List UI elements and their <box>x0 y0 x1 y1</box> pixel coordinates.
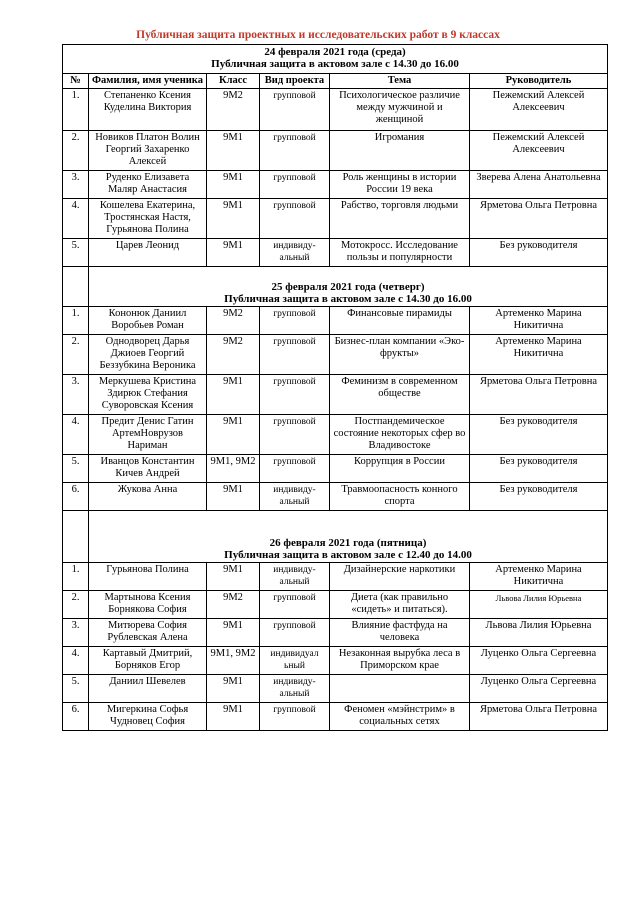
row-class: 9М1, 9М2 <box>207 647 260 675</box>
row-number: 4. <box>63 199 89 239</box>
row-topic: Феминизм в современном обществе <box>330 375 470 415</box>
row-students: Гурьянова Полина <box>89 563 207 591</box>
header-supervisor: Руководитель <box>470 74 608 89</box>
row-project-type: индивиду-альный <box>260 563 330 591</box>
row-topic <box>330 675 470 703</box>
table-row <box>63 199 608 239</box>
row-class: 9М2 <box>207 591 260 619</box>
day-date: 26 февраля 2021 года (пятница) <box>269 537 427 549</box>
row-students: Царев Леонид <box>89 239 207 267</box>
row-students: Митюрева София Рублевская Алена <box>89 619 207 647</box>
row-topic: Психологическое различие между мужчиной и женщиной <box>330 89 470 131</box>
table-row <box>63 703 608 731</box>
row-class: 9М2 <box>207 335 260 375</box>
row-students: Однодворец Дарья Джиоев Георгий Беззубкина Вероника <box>89 335 207 375</box>
row-number: 4. <box>63 415 89 455</box>
row-students: Руденко Елизавета Маляр Анастасия <box>89 171 207 199</box>
row-supervisor: Пежемский Алексей Алексеевич <box>470 131 608 171</box>
table-row <box>63 335 608 375</box>
row-students: Мартынова Ксения Борнякова София <box>89 591 207 619</box>
row-supervisor: Артеменко Марина Никитична <box>470 335 608 375</box>
row-project-type: групповой <box>260 131 330 171</box>
row-project-type: групповой <box>260 335 330 375</box>
day-session-info: Публичная защита в актовом зале с 12.40 до 14.00 <box>224 549 472 561</box>
row-project-type: групповой <box>260 199 330 239</box>
row-students: Предит Денис Гатин АртемНоврузов Нариман <box>89 415 207 455</box>
row-number: 2. <box>63 131 89 171</box>
table-row <box>63 415 608 455</box>
row-project-type: групповой <box>260 307 330 335</box>
row-number: 3. <box>63 375 89 415</box>
row-supervisor: Ярметова Ольга Петровна <box>470 703 608 731</box>
table-row <box>63 563 608 591</box>
row-supervisor: Без руководителя <box>470 239 608 267</box>
row-project-type: групповой <box>260 619 330 647</box>
table-row <box>63 483 608 511</box>
table-row <box>63 591 608 619</box>
row-class: 9М2 <box>207 307 260 335</box>
table-row <box>63 619 608 647</box>
row-topic: Коррупция в России <box>330 455 470 483</box>
row-project-type: групповой <box>260 591 330 619</box>
row-class: 9М1 <box>207 619 260 647</box>
row-supervisor: Луценко Ольга Сергеевна <box>470 647 608 675</box>
day-date: 25 февраля 2021 года (четверг) <box>271 281 425 293</box>
row-supervisor: Львова Лилия Юрьевна <box>470 591 608 619</box>
day-header <box>63 45 608 74</box>
row-class: 9М1 <box>207 483 260 511</box>
day-session-info: Публичная защита в актовом зале с 14.30 до 16.00 <box>211 58 459 70</box>
row-topic: Постпандемическое состояние некоторых сфер во Владивостоке <box>330 415 470 455</box>
table-row <box>63 307 608 335</box>
row-students: Степаненко Ксения Куделина Виктория <box>89 89 207 131</box>
row-topic: Дизайнерские наркотики <box>330 563 470 591</box>
row-project-type: групповой <box>260 89 330 131</box>
row-number: 5. <box>63 239 89 267</box>
row-topic: Феномен «мэйнстрим» в социальных сетях <box>330 703 470 731</box>
schedule-table <box>62 44 608 731</box>
row-project-type: групповой <box>260 415 330 455</box>
table-row <box>63 89 608 131</box>
row-project-type: групповой <box>260 455 330 483</box>
row-class: 9М1, 9М2 <box>207 455 260 483</box>
row-supervisor: Артеменко Марина Никитична <box>470 563 608 591</box>
row-supervisor: Пежемский Алексей Алексеевич <box>470 89 608 131</box>
row-class: 9М1 <box>207 239 260 267</box>
row-number: 2. <box>63 591 89 619</box>
table-row <box>63 131 608 171</box>
row-class: 9М1 <box>207 563 260 591</box>
row-class: 9М1 <box>207 199 260 239</box>
row-project-type: индивиду-альный <box>260 675 330 703</box>
row-supervisor: Ярметова Ольга Петровна <box>470 375 608 415</box>
document-title: Публичная защита проектных и исследовательских работ в 9 классах <box>136 29 500 41</box>
row-topic: Финансовые пирамиды <box>330 307 470 335</box>
row-students: Меркушева Кристина Здирюк Стефания Суворовская Ксения <box>89 375 207 415</box>
row-supervisor: Артеменко Марина Никитична <box>470 307 608 335</box>
row-class: 9М1 <box>207 171 260 199</box>
row-number: 4. <box>63 647 89 675</box>
row-class: 9М1 <box>207 703 260 731</box>
row-number: 1. <box>63 307 89 335</box>
row-students: Иванцов Константин Кичев Андрей <box>89 455 207 483</box>
row-number: 5. <box>63 455 89 483</box>
row-topic: Диета (как правильно «сидеть» и питаться). <box>330 591 470 619</box>
row-topic: Бизнес-план компании «Эко-фрукты» <box>330 335 470 375</box>
row-students: Жукова Анна <box>89 483 207 511</box>
row-supervisor: Луценко Ольга Сергеевна <box>470 675 608 703</box>
table-row <box>63 675 608 703</box>
row-supervisor: Без руководителя <box>470 415 608 455</box>
row-number: 3. <box>63 619 89 647</box>
row-students: Кононюк Даниил Воробьев Роман <box>89 307 207 335</box>
row-topic: Рабство, торговля людьми <box>330 199 470 239</box>
table-row <box>63 239 608 267</box>
day-session-info: Публичная защита в актовом зале с 14.30 до 16.00 <box>224 293 472 305</box>
row-class: 9М1 <box>207 375 260 415</box>
table-row <box>63 375 608 415</box>
day-date: 24 февраля 2021 года (среда) <box>264 46 406 58</box>
row-topic: Влияние фастфуда на человека <box>330 619 470 647</box>
row-project-type: индивиду-альный <box>260 239 330 267</box>
row-supervisor: Без руководителя <box>470 455 608 483</box>
row-students: Картавый Дмитрий, Борняков Егор <box>89 647 207 675</box>
row-students: Новиков Платон Волин Георгий Захаренко Алексей <box>89 131 207 171</box>
row-supervisor: Львова Лилия Юрьевна <box>470 619 608 647</box>
row-students: Мигеркина Софья Чудновец София <box>89 703 207 731</box>
row-class: 9М1 <box>207 415 260 455</box>
header-class: Класс <box>207 74 260 89</box>
row-class: 9М2 <box>207 89 260 131</box>
row-supervisor: Ярметова Ольга Петровна <box>470 199 608 239</box>
row-project-type: индивиду-альный <box>260 483 330 511</box>
table-header-row <box>63 74 608 89</box>
row-topic: Игромания <box>330 131 470 171</box>
row-number: 1. <box>63 563 89 591</box>
header-number: № <box>63 74 89 89</box>
day-header <box>63 511 608 563</box>
row-supervisor: Без руководителя <box>470 483 608 511</box>
row-topic: Мотокросс. Исследование пользы и популярности <box>330 239 470 267</box>
row-project-type: групповой <box>260 171 330 199</box>
row-supervisor: Зверева Алена Анатольевна <box>470 171 608 199</box>
row-number: 5. <box>63 675 89 703</box>
row-class: 9М1 <box>207 675 260 703</box>
table-row <box>63 647 608 675</box>
row-number: 2. <box>63 335 89 375</box>
row-number: 1. <box>63 89 89 131</box>
day-header <box>63 267 608 307</box>
row-project-type: индивидуал ьный <box>260 647 330 675</box>
row-topic: Роль женщины в истории России 19 века <box>330 171 470 199</box>
row-number: 6. <box>63 483 89 511</box>
row-students: Даниил Шевелев <box>89 675 207 703</box>
row-number: 6. <box>63 703 89 731</box>
header-project-type: Вид проекта <box>260 74 330 89</box>
row-project-type: групповой <box>260 375 330 415</box>
row-students: Кошелева Екатерина, Тростянская Настя, Гурьянова Полина <box>89 199 207 239</box>
header-student: Фамилия, имя ученика <box>89 74 207 89</box>
row-project-type: групповой <box>260 703 330 731</box>
table-row <box>63 455 608 483</box>
table-row <box>63 171 608 199</box>
row-topic: Травмоопасность конного спорта <box>330 483 470 511</box>
row-class: 9М1 <box>207 131 260 171</box>
row-topic: Незаконная вырубка леса в Приморском крае <box>330 647 470 675</box>
header-topic: Тема <box>330 74 470 89</box>
row-number: 3. <box>63 171 89 199</box>
